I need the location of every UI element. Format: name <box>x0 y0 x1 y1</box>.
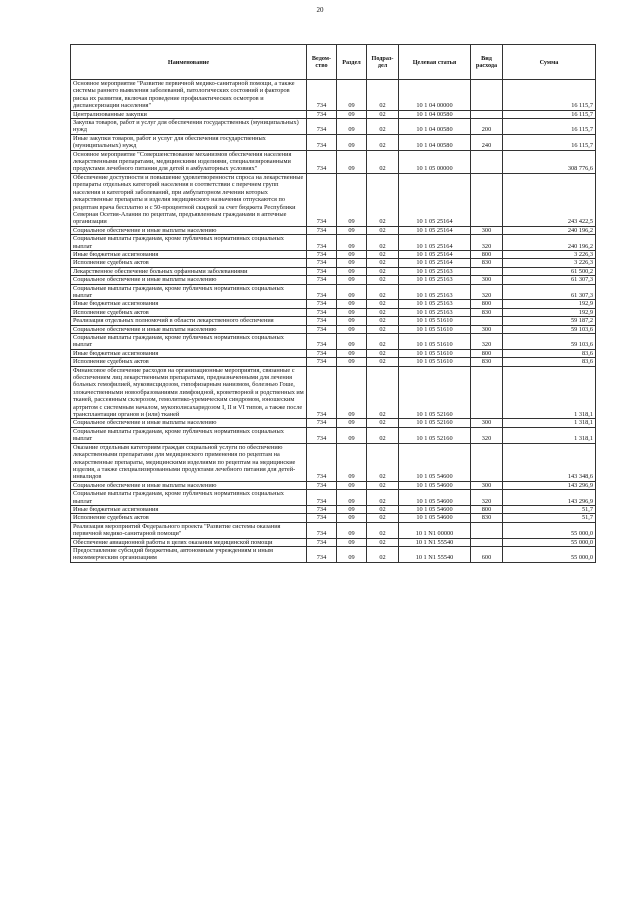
cell-dept: 734 <box>307 325 337 333</box>
cell-name: Социальные выплаты гражданам, кроме публичных нормативных социальных выплат <box>71 334 307 350</box>
cell-name: Социальные выплаты гражданам, кроме публичных нормативных социальных выплат <box>71 427 307 443</box>
cell-target: 10 1 05 52160 <box>399 366 471 419</box>
cell-name: Основное мероприятие "Совершенствование механизмов обеспечения населения лекарственными препаратами, медицинскими изделиями, специализированными продуктами лечебного питания для детей в амбулаторных условиях" <box>71 150 307 173</box>
cell-target: 10 1 04 00580 <box>399 134 471 150</box>
header-subsection: Подраз-дел <box>367 45 399 80</box>
cell-section: 09 <box>337 325 367 333</box>
cell-expense-type: 830 <box>471 259 503 267</box>
cell-subsection: 02 <box>367 427 399 443</box>
cell-section: 09 <box>337 349 367 357</box>
cell-amount: 240 196,2 <box>503 235 596 251</box>
cell-section: 09 <box>337 366 367 419</box>
cell-expense-type: 200 <box>471 119 503 135</box>
cell-subsection: 02 <box>367 546 399 562</box>
cell-dept: 734 <box>307 538 337 546</box>
cell-subsection: 02 <box>367 419 399 427</box>
cell-subsection: 02 <box>367 150 399 173</box>
cell-expense-type: 830 <box>471 514 503 522</box>
table-row <box>71 481 596 489</box>
cell-target: 10 1 04 00580 <box>399 110 471 118</box>
cell-amount: 143 296,9 <box>503 481 596 489</box>
cell-section: 09 <box>337 267 367 275</box>
cell-name: Исполнение судебных актов <box>71 358 307 366</box>
cell-section: 09 <box>337 276 367 284</box>
cell-amount: 3 226,3 <box>503 259 596 267</box>
cell-amount: 61 307,3 <box>503 284 596 300</box>
cell-amount: 192,9 <box>503 308 596 316</box>
cell-subsection: 02 <box>367 134 399 150</box>
cell-target: 10 1 05 51610 <box>399 317 471 325</box>
cell-amount: 1 318,1 <box>503 419 596 427</box>
cell-section: 09 <box>337 173 367 226</box>
cell-amount: 3 226,3 <box>503 250 596 258</box>
cell-target: 10 1 05 54600 <box>399 514 471 522</box>
cell-expense-type <box>471 150 503 173</box>
cell-expense-type: 830 <box>471 308 503 316</box>
cell-amount: 55 000,0 <box>503 546 596 562</box>
table-row <box>71 325 596 333</box>
cell-expense-type: 240 <box>471 134 503 150</box>
cell-target: 10 1 05 25164 <box>399 250 471 258</box>
cell-expense-type <box>471 317 503 325</box>
cell-amount: 55 000,0 <box>503 522 596 538</box>
cell-amount: 1 318,1 <box>503 427 596 443</box>
cell-dept: 734 <box>307 419 337 427</box>
cell-target: 10 1 05 25164 <box>399 173 471 226</box>
cell-expense-type <box>471 366 503 419</box>
cell-amount: 51,7 <box>503 514 596 522</box>
cell-expense-type <box>471 173 503 226</box>
cell-name: Социальное обеспечение и иные выплаты населению <box>71 276 307 284</box>
cell-dept: 734 <box>307 300 337 308</box>
cell-dept: 734 <box>307 490 337 506</box>
cell-subsection: 02 <box>367 226 399 234</box>
cell-amount: 61 307,3 <box>503 276 596 284</box>
cell-name: Иные закупки товаров, работ и услуг для обеспечения государственных (муниципальных) нужд <box>71 134 307 150</box>
table-row <box>71 250 596 258</box>
table-row <box>71 267 596 275</box>
cell-name: Иные бюджетные ассигнования <box>71 349 307 357</box>
cell-section: 09 <box>337 490 367 506</box>
cell-amount: 59 103,6 <box>503 334 596 350</box>
cell-dept: 734 <box>307 308 337 316</box>
cell-name: Основное мероприятие "Развитие первичной медико-санитарной помощи, а также системы раннего выявления заболеваний, патологических состояний и факторов риска их развития, включая проведение профилактических осмотров и диспансеризации населения" <box>71 80 307 111</box>
cell-target: 10 1 05 25163 <box>399 267 471 275</box>
cell-dept: 734 <box>307 259 337 267</box>
table-row <box>71 80 596 111</box>
table-row <box>71 235 596 251</box>
cell-expense-type: 320 <box>471 334 503 350</box>
cell-dept: 734 <box>307 427 337 443</box>
cell-dept: 734 <box>307 267 337 275</box>
cell-dept: 734 <box>307 235 337 251</box>
cell-dept: 734 <box>307 505 337 513</box>
cell-dept: 734 <box>307 514 337 522</box>
cell-expense-type: 320 <box>471 235 503 251</box>
cell-name: Реализация отдельных полномочий в области лекарственного обеспечения <box>71 317 307 325</box>
cell-subsection: 02 <box>367 481 399 489</box>
cell-name: Иные бюджетные ассигнования <box>71 250 307 258</box>
cell-name: Социальное обеспечение и иные выплаты населению <box>71 325 307 333</box>
header-section: Раздел <box>337 45 367 80</box>
cell-section: 09 <box>337 150 367 173</box>
cell-name: Закупка товаров, работ и услуг для обеспечения государственных (муниципальных) нужд <box>71 119 307 135</box>
cell-target: 10 1 05 25163 <box>399 284 471 300</box>
cell-expense-type: 300 <box>471 419 503 427</box>
cell-subsection: 02 <box>367 80 399 111</box>
cell-subsection: 02 <box>367 522 399 538</box>
cell-subsection: 02 <box>367 235 399 251</box>
cell-section: 09 <box>337 358 367 366</box>
cell-target: 10 1 05 25164 <box>399 259 471 267</box>
cell-dept: 734 <box>307 250 337 258</box>
cell-subsection: 02 <box>367 300 399 308</box>
cell-expense-type <box>471 443 503 481</box>
cell-amount: 192,9 <box>503 300 596 308</box>
cell-name: Обеспечение доступности и повышение удовлетворенности спроса на лекарственные препараты отдельных категорий населения в соответствии с перечнем групп населения и категорий заболеваний, при амбулаторном лечении которых лекарственные препараты и изделия медицинского назначения отпускаются по рецептам врача бесплатно и с 50-процентной скидкой за счет бюджета Республики Северная Осетия-Алания по рецептам, предъявленным гражданами в аптечные организации <box>71 173 307 226</box>
cell-target: 10 1 05 54600 <box>399 443 471 481</box>
cell-target: 10 1 05 54600 <box>399 505 471 513</box>
cell-expense-type: 300 <box>471 481 503 489</box>
cell-subsection: 02 <box>367 325 399 333</box>
cell-target: 10 1 05 25163 <box>399 276 471 284</box>
cell-dept: 734 <box>307 276 337 284</box>
cell-name: Социальное обеспечение и иные выплаты населению <box>71 226 307 234</box>
cell-amount: 16 115,7 <box>503 80 596 111</box>
cell-name: Социальные выплаты гражданам, кроме публичных нормативных социальных выплат <box>71 284 307 300</box>
table-row <box>71 150 596 173</box>
table-row <box>71 259 596 267</box>
table-row <box>71 505 596 513</box>
cell-name: Иные бюджетные ассигнования <box>71 505 307 513</box>
cell-expense-type: 800 <box>471 250 503 258</box>
cell-target: 10 1 04 00580 <box>399 119 471 135</box>
table-row <box>71 419 596 427</box>
table-row <box>71 110 596 118</box>
cell-name: Обеспечение авиационной работы в целях оказания медицинской помощи <box>71 538 307 546</box>
cell-amount: 51,7 <box>503 505 596 513</box>
cell-name: Централизованные закупки <box>71 110 307 118</box>
cell-subsection: 02 <box>367 358 399 366</box>
cell-amount: 143 296,9 <box>503 490 596 506</box>
cell-name: Предоставление субсидий бюджетным, автономным учреждениям и иным некоммерческим организациям <box>71 546 307 562</box>
cell-target: 10 1 05 25164 <box>399 226 471 234</box>
cell-dept: 734 <box>307 226 337 234</box>
cell-subsection: 02 <box>367 267 399 275</box>
cell-expense-type: 300 <box>471 276 503 284</box>
table-row <box>71 427 596 443</box>
cell-dept: 734 <box>307 546 337 562</box>
cell-subsection: 02 <box>367 308 399 316</box>
cell-expense-type: 320 <box>471 284 503 300</box>
cell-name: Социальное обеспечение и иные выплаты населению <box>71 419 307 427</box>
cell-dept: 734 <box>307 134 337 150</box>
cell-subsection: 02 <box>367 173 399 226</box>
header-name: Наименование <box>71 45 307 80</box>
cell-section: 09 <box>337 259 367 267</box>
table-row <box>71 119 596 135</box>
cell-dept: 734 <box>307 443 337 481</box>
page-number: 20 <box>316 6 324 14</box>
cell-amount: 55 000,0 <box>503 538 596 546</box>
cell-name: Исполнение судебных актов <box>71 308 307 316</box>
cell-section: 09 <box>337 546 367 562</box>
cell-target: 10 1 05 25164 <box>399 235 471 251</box>
cell-name: Исполнение судебных актов <box>71 259 307 267</box>
cell-section: 09 <box>337 284 367 300</box>
table-row <box>71 308 596 316</box>
cell-section: 09 <box>337 226 367 234</box>
cell-target: 10 1 05 54600 <box>399 481 471 489</box>
cell-section: 09 <box>337 80 367 111</box>
cell-dept: 734 <box>307 522 337 538</box>
cell-section: 09 <box>337 419 367 427</box>
cell-amount: 61 500,2 <box>503 267 596 275</box>
cell-amount: 16 115,7 <box>503 119 596 135</box>
cell-amount: 59 103,6 <box>503 325 596 333</box>
cell-subsection: 02 <box>367 505 399 513</box>
cell-target: 10 1 N1 00000 <box>399 522 471 538</box>
cell-subsection: 02 <box>367 110 399 118</box>
cell-expense-type: 320 <box>471 490 503 506</box>
cell-amount: 143 348,6 <box>503 443 596 481</box>
table-row <box>71 276 596 284</box>
cell-expense-type <box>471 522 503 538</box>
cell-expense-type: 320 <box>471 427 503 443</box>
cell-name: Реализация мероприятий Федерального проекта "Развитие системы оказания первичной медико-санитарной помощи" <box>71 522 307 538</box>
cell-subsection: 02 <box>367 259 399 267</box>
cell-subsection: 02 <box>367 366 399 419</box>
table-header-row <box>71 45 596 80</box>
cell-subsection: 02 <box>367 443 399 481</box>
cell-section: 09 <box>337 110 367 118</box>
table-row <box>71 358 596 366</box>
cell-expense-type: 800 <box>471 300 503 308</box>
table-row <box>71 134 596 150</box>
cell-target: 10 1 05 52160 <box>399 419 471 427</box>
cell-amount: 240 196,2 <box>503 226 596 234</box>
cell-target: 10 1 05 51610 <box>399 325 471 333</box>
cell-subsection: 02 <box>367 349 399 357</box>
cell-subsection: 02 <box>367 334 399 350</box>
cell-expense-type <box>471 110 503 118</box>
cell-target: 10 1 N1 55540 <box>399 538 471 546</box>
cell-dept: 734 <box>307 358 337 366</box>
cell-name: Лекарственное обеспечение больных орфанными заболеваниями <box>71 267 307 275</box>
cell-subsection: 02 <box>367 538 399 546</box>
cell-expense-type <box>471 80 503 111</box>
cell-target: 10 1 N1 55540 <box>399 546 471 562</box>
cell-name: Иные бюджетные ассигнования <box>71 300 307 308</box>
cell-amount: 1 318,1 <box>503 366 596 419</box>
header-expense-type: Вид расхода <box>471 45 503 80</box>
cell-expense-type: 300 <box>471 325 503 333</box>
cell-dept: 734 <box>307 80 337 111</box>
cell-dept: 734 <box>307 317 337 325</box>
cell-name: Социальные выплаты гражданам, кроме публичных нормативных социальных выплат <box>71 490 307 506</box>
cell-name: Исполнение судебных актов <box>71 514 307 522</box>
cell-section: 09 <box>337 250 367 258</box>
cell-expense-type: 300 <box>471 226 503 234</box>
cell-section: 09 <box>337 427 367 443</box>
cell-section: 09 <box>337 300 367 308</box>
cell-expense-type <box>471 267 503 275</box>
cell-section: 09 <box>337 308 367 316</box>
cell-dept: 734 <box>307 366 337 419</box>
cell-target: 10 1 05 51610 <box>399 334 471 350</box>
cell-dept: 734 <box>307 349 337 357</box>
cell-target: 10 1 04 00000 <box>399 80 471 111</box>
cell-target: 10 1 05 51610 <box>399 358 471 366</box>
cell-target: 10 1 05 51610 <box>399 349 471 357</box>
cell-amount: 83,6 <box>503 349 596 357</box>
cell-section: 09 <box>337 443 367 481</box>
cell-dept: 734 <box>307 150 337 173</box>
table-row <box>71 538 596 546</box>
cell-section: 09 <box>337 317 367 325</box>
budget-table <box>70 44 596 563</box>
cell-amount: 59 187,2 <box>503 317 596 325</box>
cell-amount: 16 115,7 <box>503 134 596 150</box>
cell-amount: 308 776,6 <box>503 150 596 173</box>
cell-name: Социальное обеспечение и иные выплаты населению <box>71 481 307 489</box>
cell-dept: 734 <box>307 110 337 118</box>
header-target: Целевая статья <box>399 45 471 80</box>
table-row <box>71 514 596 522</box>
cell-section: 09 <box>337 481 367 489</box>
cell-subsection: 02 <box>367 284 399 300</box>
table-row <box>71 546 596 562</box>
cell-subsection: 02 <box>367 276 399 284</box>
table-row <box>71 349 596 357</box>
cell-name: Финансовое обеспечение расходов на организационные мероприятия, связанные с обеспечением лиц лекарственными препаратами, предназначенными для лечения больных гемофилией, муковисцидозом, гипофизарным нанизмом, болезнью Гоше, злокачественными новообразованиями лимфоидной, кроветворной и родственных им тканей, рассеянным склерозом, гемолитико-уремическим синдромом, юношеским артритом с системным началом, мукополисахаридозом I, II и VI типов, а также после трансплантации органов и (или) тканей <box>71 366 307 419</box>
header-dept: Ведом-ство <box>307 45 337 80</box>
cell-target: 10 1 05 25163 <box>399 300 471 308</box>
cell-target: 10 1 05 25163 <box>399 308 471 316</box>
cell-subsection: 02 <box>367 514 399 522</box>
cell-name: Социальные выплаты гражданам, кроме публичных нормативных социальных выплат <box>71 235 307 251</box>
cell-expense-type: 600 <box>471 546 503 562</box>
cell-subsection: 02 <box>367 490 399 506</box>
cell-amount: 83,6 <box>503 358 596 366</box>
table-row <box>71 226 596 234</box>
cell-expense-type: 800 <box>471 505 503 513</box>
cell-dept: 734 <box>307 119 337 135</box>
cell-amount: 243 422,5 <box>503 173 596 226</box>
cell-target: 10 1 05 00000 <box>399 150 471 173</box>
table-row <box>71 317 596 325</box>
table-row <box>71 443 596 481</box>
cell-section: 09 <box>337 514 367 522</box>
cell-target: 10 1 05 54600 <box>399 490 471 506</box>
cell-section: 09 <box>337 538 367 546</box>
cell-section: 09 <box>337 522 367 538</box>
cell-subsection: 02 <box>367 317 399 325</box>
cell-expense-type: 830 <box>471 358 503 366</box>
cell-expense-type: 800 <box>471 349 503 357</box>
table-row <box>71 300 596 308</box>
table-row <box>71 284 596 300</box>
cell-section: 09 <box>337 235 367 251</box>
cell-name: Оказание отдельным категориям граждан социальной услуги по обеспечению лекарственными препаратами для медицинского применения по рецептам на лекарственные препараты, медицинскими изделиями по рецептам на медицинские изделия, а также специализированными продуктами лечебного питания для детей-инвалидов <box>71 443 307 481</box>
table-row <box>71 522 596 538</box>
cell-section: 09 <box>337 334 367 350</box>
cell-dept: 734 <box>307 173 337 226</box>
cell-dept: 734 <box>307 284 337 300</box>
cell-dept: 734 <box>307 334 337 350</box>
table-row <box>71 334 596 350</box>
cell-expense-type <box>471 538 503 546</box>
cell-subsection: 02 <box>367 250 399 258</box>
cell-target: 10 1 05 52160 <box>399 427 471 443</box>
header-amount: Сумма <box>503 45 596 80</box>
cell-subsection: 02 <box>367 119 399 135</box>
cell-section: 09 <box>337 119 367 135</box>
table-body <box>71 80 596 563</box>
table-row <box>71 490 596 506</box>
cell-amount: 16 115,7 <box>503 110 596 118</box>
cell-dept: 734 <box>307 481 337 489</box>
table-row <box>71 366 596 419</box>
table-row <box>71 173 596 226</box>
cell-section: 09 <box>337 505 367 513</box>
cell-section: 09 <box>337 134 367 150</box>
